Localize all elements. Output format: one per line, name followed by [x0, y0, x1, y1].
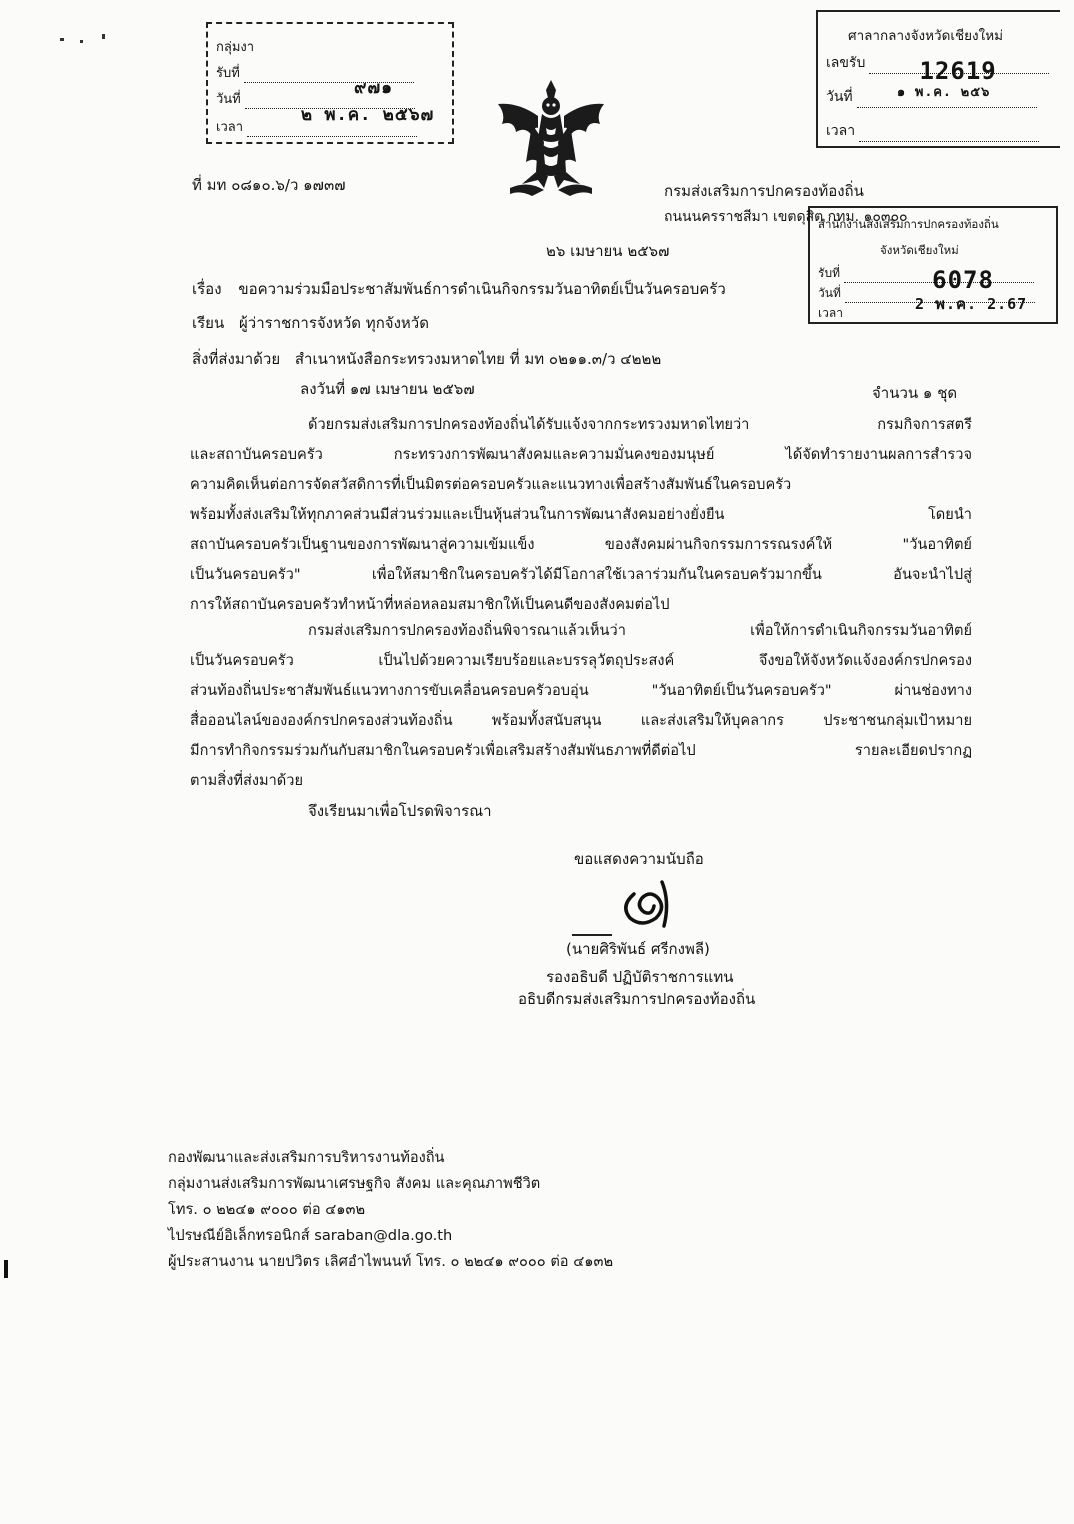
stamp-date-row [216, 88, 435, 125]
enclosure-text: สำเนาหนังสือกระทรวงมหาดไทย ที่ มท ๐๒๑๑.๓/ว ๔๒๒๒ [294, 350, 662, 368]
enclosure-quantity: จำนวน ๑ ชุด [872, 384, 958, 402]
enclosure-label: สิ่งที่ส่งมาด้วย [192, 350, 281, 368]
stamp-dla-province: จังหวัดเชียงใหม่ [880, 243, 959, 257]
stamp-dla-no-label: รับที่ [818, 266, 840, 280]
para2-line: มีการทำกิจกรรมร่วมกันกับสมาชิกในครอบครัวเพื่อเสริมสร้างสัมพันธภาพที่ดีต่อไป รายละเอียดปรากฏ [190, 742, 972, 759]
stamp-dots [245, 105, 435, 125]
stamp-time-label: เวลา [216, 120, 244, 135]
recipient-text: ผู้ว่าราชการจังหวัด ทุกจังหวัด [239, 314, 429, 332]
stamp-province-no-label: เลขรับ [826, 55, 866, 71]
para1-line: พร้อมทั้งส่งเสริมให้ทุกภาคส่วนมีส่วนร่วมและเป็นหุ้นส่วนในการพัฒนาสังคมอย่างยั่งยืน โดยนำ [190, 506, 972, 523]
stamp-province-org: ศาลากลางจังหวัดเชียงใหม่ [848, 28, 1004, 44]
subject-line [192, 280, 726, 300]
stamp-dla-date-value: 2 พ.ค. 2.67 [915, 295, 1028, 313]
scan-speck [80, 40, 83, 43]
stamp-time-row [216, 116, 417, 137]
para2-line: เป็นวันครอบครัว เป็นไปด้วยความเรียบร้อยและบรรลุวัตถุประสงค์ จึงขอให้จังหวัดแจ้งองค์กรปกครอง [190, 652, 972, 669]
receiving-stamp-left [206, 22, 454, 144]
scan-speck [60, 38, 64, 41]
footer-division: กองพัฒนาและส่งเสริมการบริหารงานท้องถิ่น [168, 1149, 445, 1166]
stamp-province-no-row [826, 52, 1049, 85]
stamp-received-row [216, 62, 414, 98]
receiving-stamp-province [816, 10, 1060, 148]
para1-line: เป็นวันครอบครัว" เพื่อให้สมาชิกในครอบครัวได้มีโอกาสใช้เวลาร่วมกันในครอบครัวมากขึ้น อันจะนำไปสู่ [190, 566, 972, 583]
para1-line: การให้สถาบันครอบครัวทำหน้าที่หล่อหลอมสมาชิกให้เป็นคนดีของสังคมต่อไป [190, 596, 670, 613]
reference-number: ที่ มท ๐๘๑๐.๖/ว ๑๗๓๗ [192, 176, 346, 194]
footer-phone: โทร. ๐ ๒๒๔๑ ๙๐๐๐ ต่อ ๔๑๓๒ [168, 1201, 366, 1218]
signature-dash [572, 934, 612, 936]
footer-group: กลุ่มงานส่งเสริมการพัฒนาเศรษฐกิจ สังคม และคุณภาพชีวิต [168, 1175, 541, 1192]
footer-coordinator: ผู้ประสานงาน นายปวิตร เลิศอำไพนนท์ โทร. ๐ ๒๒๔๑ ๙๐๐๐ ต่อ ๔๑๓๒ [168, 1253, 614, 1270]
garuda-emblem-icon [492, 76, 610, 198]
para2-line: ตามสิ่งที่ส่งมาด้วย [190, 772, 304, 789]
subject-label: เรื่อง [192, 280, 222, 298]
recipient-line [192, 314, 429, 334]
signer-name: (นายศิริพันธ์ ศรีกงพลี) [566, 940, 710, 958]
signer-title-2: อธิบดีกรมส่งเสริมการปกครองท้องถิ่น [518, 990, 756, 1008]
recipient-label: เรียน [192, 314, 225, 332]
stamp-dla-date-label: วันที่ [818, 286, 841, 300]
stamp-dots [845, 295, 1035, 313]
para2-line: สื่อออนไลน์ขององค์กรปกครองส่วนท้องถิ่น พร้อมทั้งสนับสนุน และส่งเสริมให้บุคลากร ประชาชนกลุ่มเป้าหมาย [190, 712, 972, 729]
stamp-date-label: วันที่ [216, 92, 241, 107]
body-paragraph-1 [190, 410, 972, 620]
stamp-date-value: ๒ พ.ค. ๒๕๖๗ [300, 105, 435, 125]
para1-line: ด้วยกรมส่งเสริมการปกครองท้องถิ่นได้รับแจ้งจากกระทรวงมหาดไทยว่า กรมกิจการสตรี [308, 416, 972, 433]
stamp-received-label: รับที่ [216, 66, 240, 81]
subject-text: ขอความร่วมมือประชาสัมพันธ์การดำเนินกิจกรรมวันอาทิตย์เป็นวันครอบครัว [238, 280, 726, 298]
para1-line: และสถาบันครอบครัว กระทรวงการพัฒนาสังคมและความมั่นคงของมนุษย์ ได้จัดทำรายงานผลการสำรวจ [190, 446, 972, 463]
stamp-dla-org: สำนักงานส่งเสริมการปกครองท้องถิ่น [818, 217, 999, 231]
closing-request: จึงเรียนมาเพื่อโปรดพิจารณา [308, 802, 492, 820]
para1-line: สถาบันครอบครัวเป็นฐานของการพัฒนาสู่ความเข้มแข็ง ของสังคมผ่านกิจกรรมการรณรงค์ให้ "วันอาทิตย์ [190, 536, 972, 553]
scan-speck [102, 34, 105, 39]
stamp-dots [859, 141, 1039, 142]
stamp-province-date-row [826, 86, 1037, 108]
signer-title-1: รองอธิบดี ปฏิบัติราชการแทน [546, 968, 734, 986]
closing-salutation: ขอแสดงความนับถือ [574, 850, 704, 868]
stamp-province-date-label: วันที่ [826, 89, 853, 105]
sender-org: กรมส่งเสริมการปกครองท้องถิ่น [664, 182, 864, 200]
stamp-province-time-label: เวลา [826, 123, 856, 139]
stamp-dla-time-label: เวลา [818, 306, 843, 320]
stamp-province-no-value: 12619 [919, 57, 997, 85]
stamp-dots [869, 57, 1049, 85]
stamp-dots [847, 322, 1037, 323]
stamp-received-no: ๙๗๑ [353, 78, 393, 98]
stamp-dots [844, 266, 1034, 294]
para1-line: ความคิดเห็นต่อการจัดสวัสดิการที่เป็นมิตรต่อครอบครัวและแนวทางเพื่อสร้างสัมพันธ์ในครอบครัว [190, 476, 792, 493]
stamp-province-time-row [826, 120, 1039, 142]
stamp-line1: กลุ่มงา [216, 40, 255, 55]
signature-icon [618, 876, 678, 932]
para2-line: ส่วนท้องถิ่นประชาสัมพันธ์แนวทางการขับเคลื่อนครอบครัวอบอุ่น "วันอาทิตย์เป็นวันครอบครัว" ผ่านช่องทาง [190, 682, 972, 699]
body-paragraph-2 [190, 616, 972, 796]
footer-email: ไปรษณีย์อิเล็กทรอนิกส์ saraban@dla.go.th [168, 1227, 453, 1244]
stamp-dots [244, 78, 414, 98]
letter-date: ๒๖ เมษายน ๒๕๖๗ [546, 242, 670, 260]
stamp-dla-time-row [818, 304, 1037, 323]
stamp-province-date-value: ๑ พ.ค. ๒๕๖ [896, 85, 991, 100]
stamp-dots [857, 85, 1037, 108]
stamp-dots [247, 136, 417, 137]
para2-line: กรมส่งเสริมการปกครองท้องถิ่นพิจารณาแล้วเห็นว่า เพื่อให้การดำเนินกิจกรรมวันอาทิตย์ [308, 622, 972, 639]
stamp-dla-no-value: 6078 [932, 266, 994, 294]
sender-address: ถนนนครราชสีมา เขตดุสิต กทม. ๑๐๓๐๐ [664, 209, 908, 225]
scan-speck [4, 1260, 8, 1278]
enclosure-line [192, 350, 661, 370]
enclosure-date: ลงวันที่ ๑๗ เมษายน ๒๕๖๗ [300, 380, 475, 398]
